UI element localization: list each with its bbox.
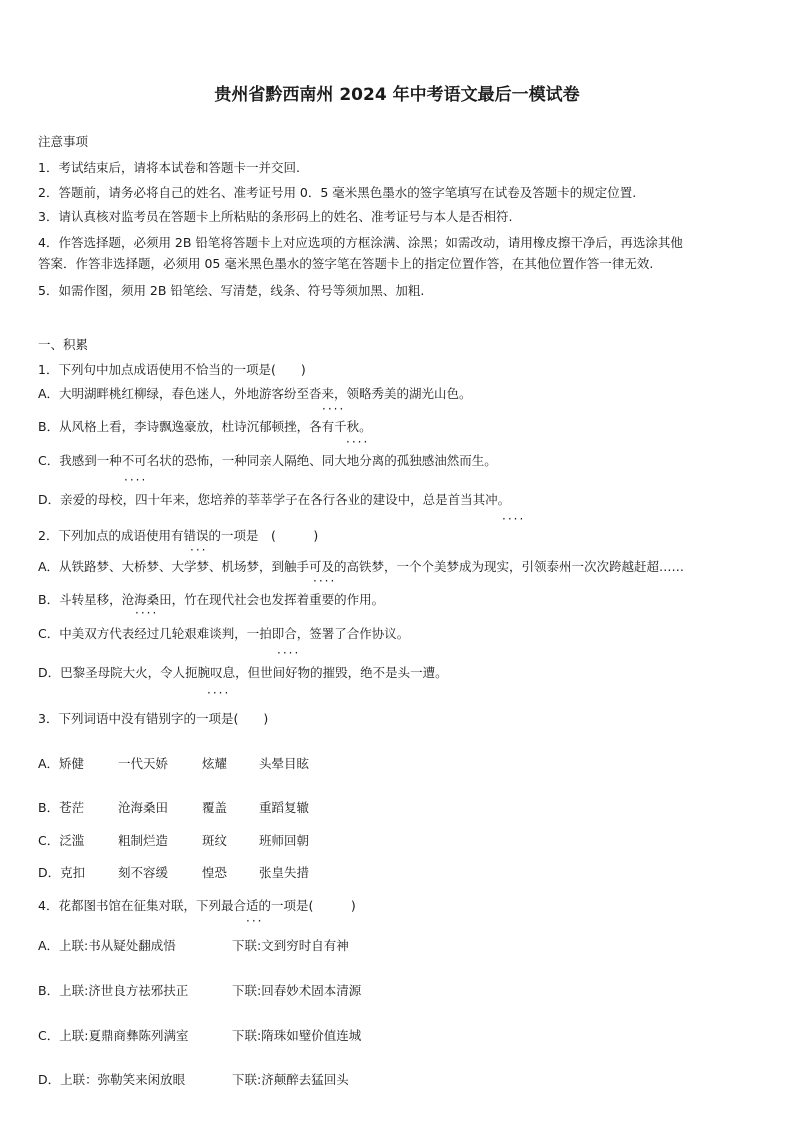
option-word: 头晕目眩 bbox=[259, 756, 310, 771]
question-4-row bbox=[38, 938, 349, 954]
option-word: 沧海桑田 bbox=[118, 800, 169, 815]
option-word: 张皇失措 bbox=[259, 865, 310, 880]
option-word: D．克扣 bbox=[38, 865, 86, 880]
option-word: 一代天娇 bbox=[118, 756, 169, 771]
emphasis-dots: ···· bbox=[135, 606, 159, 620]
emphasis-dots: ···· bbox=[277, 646, 301, 660]
question-1-option-c: C．我感到一种不可名状的恐怖，一种同亲人隔绝、同大地分离的孤独感油然而生。 bbox=[38, 453, 497, 468]
emphasis-dots: ···· bbox=[502, 512, 526, 526]
option-word: 惶恐 bbox=[202, 865, 228, 880]
option-word: C．泛滥 bbox=[38, 833, 85, 848]
option-word: 粗制烂造 bbox=[118, 833, 169, 848]
question-2-option-d: D．巴黎圣母院大火，令人扼腕叹息，但世间好物的摧毁，绝不是头一遭。 bbox=[38, 665, 448, 680]
question-3-stem: 3．下列词语中没有错别字的一项是( ) bbox=[38, 711, 269, 726]
question-1-stem: 1．下列句中加点成语使用不恰当的一项是( ) bbox=[38, 362, 306, 377]
question-3-row bbox=[38, 756, 310, 772]
notice-item: 3．请认真核对监考员在答题卡上所粘贴的条形码上的姓名、准考证号与本人是否相符. bbox=[38, 209, 513, 224]
question-2-option-b: B．斗转星移，沧海桑田，竹在现代社会也发挥着重要的作用。 bbox=[38, 592, 385, 607]
question-4-row bbox=[38, 1028, 362, 1044]
upper-couplet: C．上联:夏鼎商彝陈列满室 bbox=[38, 1028, 189, 1043]
question-4-stem: 4．花都图书馆在征集对联，下列最合适的一项是( ) bbox=[38, 898, 356, 913]
lower-couplet: 下联:回春妙术固本清源 bbox=[232, 983, 362, 998]
option-word: 斑纹 bbox=[202, 833, 228, 848]
upper-couplet: A．上联:书从疑处翻成悟 bbox=[38, 938, 176, 953]
emphasis-dots: ···· bbox=[124, 473, 148, 487]
notice-item: 4．作答选择题，必须用 2B 铅笔将答题卡上对应选项的方框涂满、涂黑；如需改动，请用橡皮擦干净后，再选涂其他 bbox=[38, 235, 683, 250]
question-2-option-c: C．中美双方代表经过几轮艰难谈判，一拍即合，签署了合作协议。 bbox=[38, 626, 410, 641]
question-1-option-d: D．亲爱的母校，四十年来，您培养的莘莘学子在各行各业的建设中，总是首当其冲。 bbox=[38, 492, 511, 507]
question-2-option-a: A．从铁路梦、大桥梦、大学梦、机场梦，到触手可及的高铁梦，一个个美梦成为现实，引领泰州一次次跨越赶超…… bbox=[38, 559, 685, 574]
question-1-option-a: A．大明湖畔桃红柳绿，春色迷人，外地游客纷至沓来，领略秀美的湖光山色。 bbox=[38, 386, 472, 401]
lower-couplet: 下联:隋珠如璧价值连城 bbox=[232, 1028, 362, 1043]
page-title: 贵州省黔西南州 2024 年中考语文最后一模试卷 bbox=[214, 85, 580, 105]
upper-couplet: D．上联：弥勒笑来闲放眼 bbox=[38, 1072, 186, 1087]
emphasis-dots: ···· bbox=[313, 574, 337, 588]
lower-couplet: 下联:济颠醉去猛回头 bbox=[232, 1072, 349, 1087]
notice-item: 答案．作答非选择题，必须用 05 毫米黑色墨水的签字笔在答题卡上的指定位置作答，在其他位置作答一律无效. bbox=[38, 256, 654, 271]
option-word: 覆盖 bbox=[202, 800, 228, 815]
section-heading: 一、积累 bbox=[38, 337, 89, 352]
emphasis-dots: ··· bbox=[190, 543, 208, 557]
notice-item: 2．答题前，请务必将自己的姓名、准考证号用 0．5 毫米黑色墨水的签字笔填写在试卷及答题卡的规定位置. bbox=[38, 185, 637, 200]
emphasis-dots: ···· bbox=[346, 435, 370, 449]
option-word: 刻不容缓 bbox=[118, 865, 169, 880]
option-word: 重蹈复辙 bbox=[259, 800, 310, 815]
lower-couplet: 下联:文到穷时自有神 bbox=[232, 938, 349, 953]
notice-item: 1．考试结束后，请将本试卷和答题卡一并交回. bbox=[38, 160, 300, 175]
notice-heading: 注意事项 bbox=[38, 134, 89, 149]
option-word: A．矫健 bbox=[38, 756, 85, 771]
emphasis-dots: ···· bbox=[322, 402, 346, 416]
option-word: 炫耀 bbox=[202, 756, 228, 771]
question-4-row bbox=[38, 983, 362, 999]
option-word: 班师回朝 bbox=[259, 833, 310, 848]
question-3-row bbox=[38, 833, 310, 849]
question-4-row bbox=[38, 1072, 349, 1088]
notice-item: 5．如需作图，须用 2B 铅笔绘、写清楚，线条、符号等须加黑、加粗. bbox=[38, 283, 425, 298]
question-2-stem: 2．下列加点的成语使用有错误的一项是 ( ) bbox=[38, 528, 319, 543]
question-3-row bbox=[38, 865, 310, 881]
emphasis-dots: ···· bbox=[207, 686, 231, 700]
question-3-row bbox=[38, 800, 310, 816]
option-word: B．苍茫 bbox=[38, 800, 85, 815]
emphasis-dots: ··· bbox=[246, 914, 264, 928]
question-1-option-b: B．从风格上看，李诗飘逸豪放，杜诗沉郁顿挫，各有千秋。 bbox=[38, 419, 372, 434]
upper-couplet: B．上联:济世良方祛邪扶正 bbox=[38, 983, 189, 998]
